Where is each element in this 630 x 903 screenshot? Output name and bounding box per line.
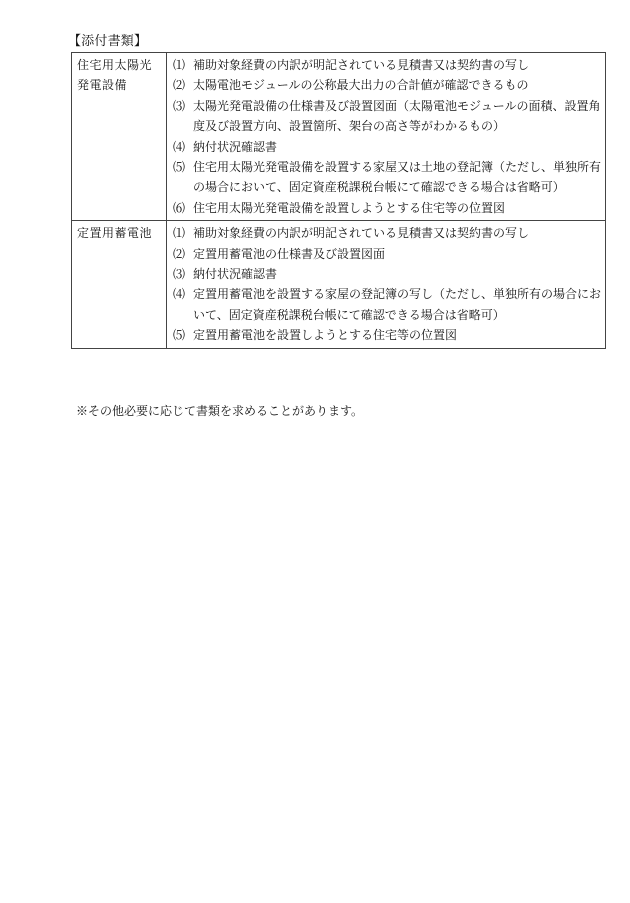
item-text: 住宅用太陽光発電設備を設置しようとする住宅等の位置図: [193, 200, 506, 215]
item-text: 住宅用太陽光発電設備を設置する家屋又は土地の登記簿（ただし、単独所有の場合において、固定資産税課税台帳にて確認できる場合は省略可）: [193, 160, 602, 195]
section-heading: 【添付書類】: [68, 34, 148, 49]
category-solar: 住宅用太陽光発電設備: [72, 53, 167, 221]
item-number: ⑶: [173, 267, 186, 282]
item-text: 定置用蓄電池を設置する家屋の登記簿の写し（ただし、単独所有の場合において、固定資産税課税台帳にて確認できる場合は省略可）: [193, 287, 602, 322]
item-text: 補助対象経費の内訳が明記されている見積書又は契約書の写し: [193, 226, 530, 241]
list-item: [173, 157, 601, 198]
item-text: 納付状況確認書: [193, 139, 278, 154]
items-solar: [167, 53, 606, 221]
item-number: ⑶: [173, 98, 186, 113]
items-battery: [167, 221, 606, 348]
item-number: ⑴: [173, 58, 186, 72]
item-number: ⑴: [173, 226, 186, 241]
item-text: 補助対象経費の内訳が明記されている見積書又は契約書の写し: [193, 58, 530, 72]
item-text: 定置用蓄電池の仕様書及び設置図面: [193, 246, 386, 261]
item-text: 太陽光発電設備の仕様書及び設置図面（太陽電池モジュールの面積、設置角度及び設置方向、設置箇所、架台の高さ等がわかるもの）: [193, 98, 601, 134]
list-item: [173, 325, 601, 345]
table-row-solar: [72, 53, 606, 221]
item-text: 納付状況確認書: [193, 267, 278, 282]
list-item: [173, 198, 601, 218]
list-item: [173, 284, 601, 325]
footnote: ※その他必要に応じて書類を求めることがあります。: [76, 404, 364, 418]
list-item: [173, 75, 601, 95]
category-battery: 定置用蓄電池: [72, 221, 167, 348]
item-number: ⑵: [173, 78, 186, 93]
item-number: ⑸: [173, 328, 186, 343]
item-number: ⑸: [173, 160, 186, 175]
item-number: ⑷: [173, 287, 186, 302]
list-item: [173, 137, 601, 157]
item-number: ⑹: [173, 200, 186, 215]
list-item: [173, 96, 601, 137]
list-item: [173, 55, 601, 75]
list-item: [173, 244, 601, 264]
item-text: 太陽電池モジュールの公称最大出力の合計値が確認できるもの: [193, 78, 529, 93]
list-item: [173, 264, 601, 284]
item-text: 定置用蓄電池を設置しようとする住宅等の位置図: [193, 328, 458, 343]
list-item: [173, 223, 601, 243]
item-number: ⑵: [173, 246, 186, 261]
item-number: ⑷: [173, 139, 186, 154]
attachments-table: [71, 52, 606, 349]
table-row-battery: [72, 221, 606, 348]
